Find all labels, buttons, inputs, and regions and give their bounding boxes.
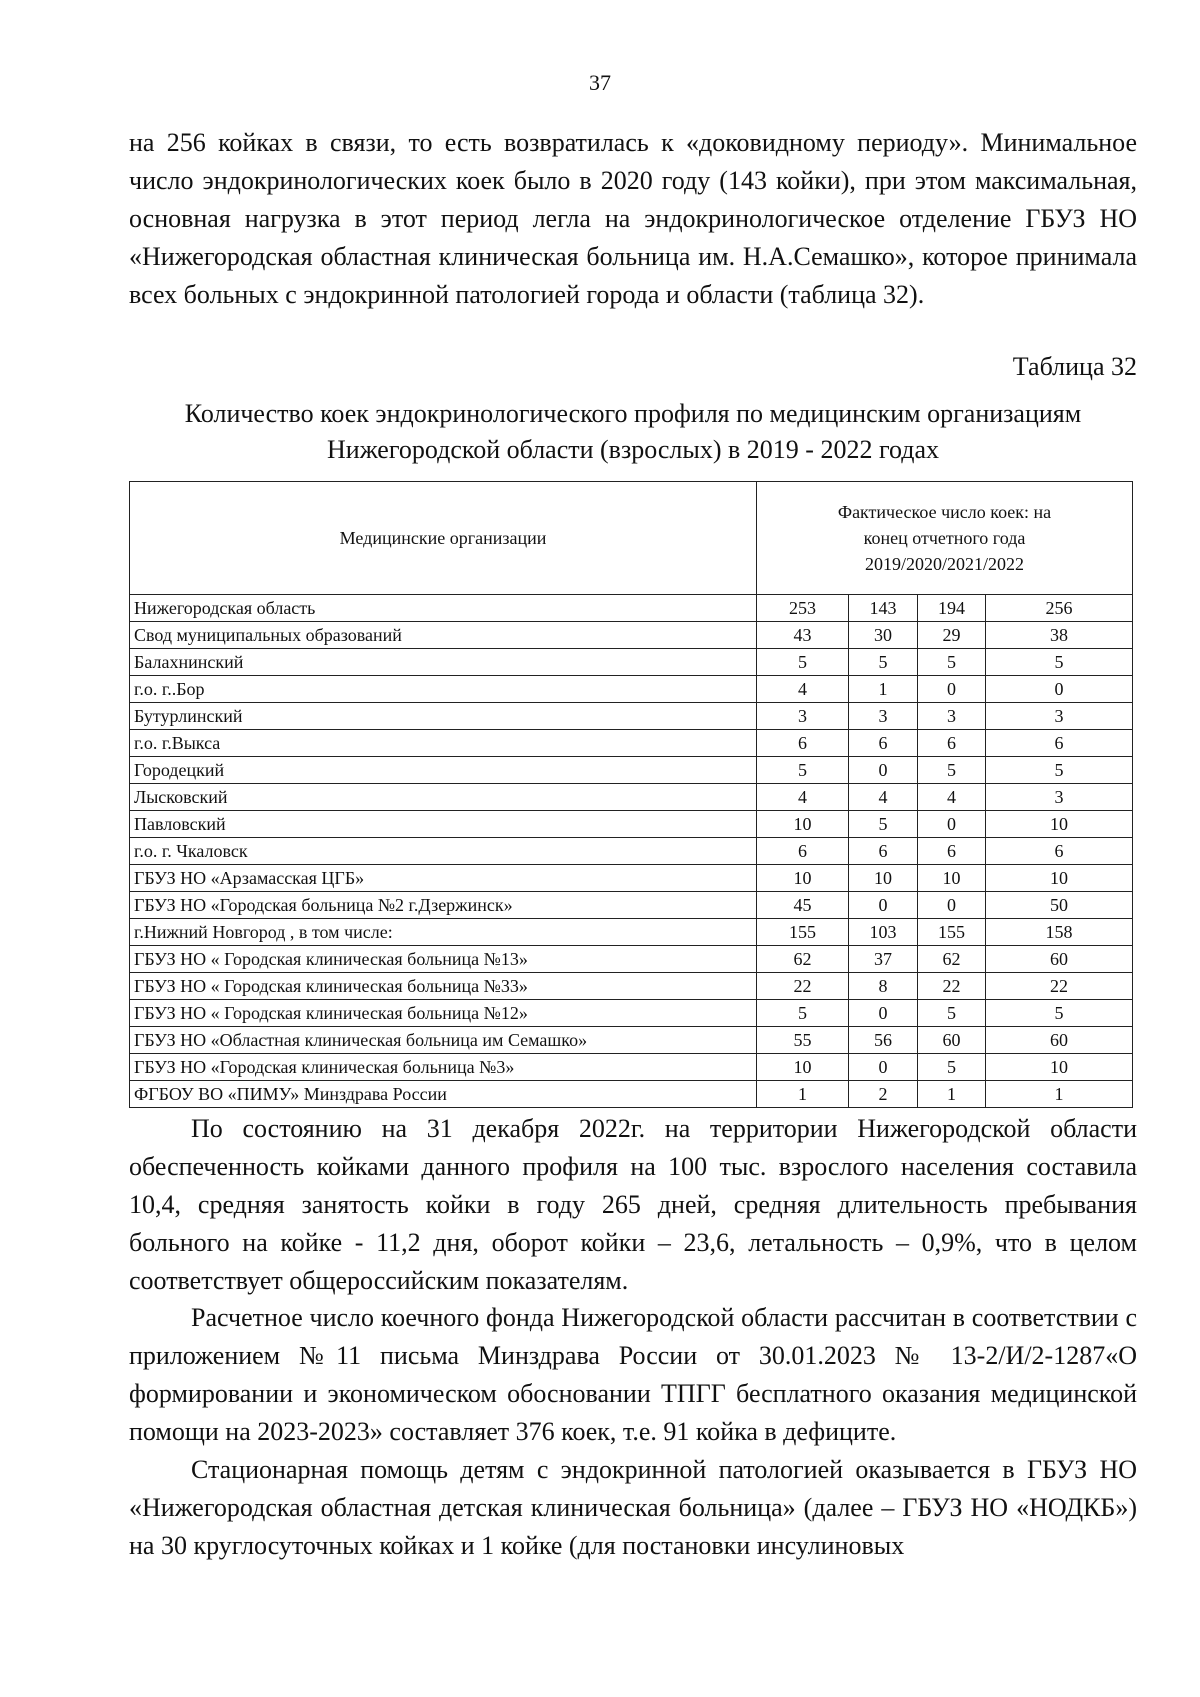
beds-value-cell: 60 [986, 1027, 1133, 1054]
beds-value-cell: 6 [918, 838, 986, 865]
beds-value-cell: 10 [918, 865, 986, 892]
beds-value-cell: 155 [757, 919, 849, 946]
org-name-cell: Нижегородская область [130, 595, 757, 622]
beds-value-cell: 0 [849, 757, 918, 784]
table-row [130, 919, 1133, 946]
org-name-cell: Павловский [130, 811, 757, 838]
org-name-cell: Балахнинский [130, 649, 757, 676]
beds-value-cell: 5 [757, 757, 849, 784]
org-name-cell: ГБУЗ НО «Областная клиническая больница им Семашко» [130, 1027, 757, 1054]
table-row [130, 1000, 1133, 1027]
beds-value-cell: 4 [757, 676, 849, 703]
beds-value-cell: 6 [986, 838, 1133, 865]
table-row [130, 838, 1133, 865]
table-row [130, 1081, 1133, 1108]
beds-table [129, 481, 1133, 1108]
org-name-cell: Городецкий [130, 757, 757, 784]
beds-value-cell: 3 [986, 784, 1133, 811]
beds-value-cell: 4 [849, 784, 918, 811]
beds-value-cell: 10 [757, 1054, 849, 1081]
beds-value-cell: 2 [849, 1081, 918, 1108]
beds-value-cell: 6 [918, 730, 986, 757]
beds-value-cell: 6 [986, 730, 1133, 757]
beds-value-cell: 43 [757, 622, 849, 649]
beds-value-cell: 62 [757, 946, 849, 973]
beds-value-cell: 155 [918, 919, 986, 946]
table-row [130, 595, 1133, 622]
paragraph-3: Расчетное число коечного фонда Нижегородской области рассчитан в соответствии с приложением №11 письма Минздрава России от 30.01.2023 № 13-2/И/2-1287«О формировании и экономическом обосновании ТПГГ бесплатного оказания медицинской помощи на 2023-2023» составляет 376 коек, т.е. 91 койка в дефиците. [129, 1303, 1137, 1446]
table-row [130, 703, 1133, 730]
table-title [129, 396, 1137, 468]
beds-value-cell: 3 [757, 703, 849, 730]
beds-value-cell: 5 [849, 649, 918, 676]
beds-value-cell: 0 [918, 892, 986, 919]
beds-value-cell: 1 [757, 1081, 849, 1108]
beds-value-cell: 0 [986, 676, 1133, 703]
beds-value-cell: 5 [757, 649, 849, 676]
table-row [130, 622, 1133, 649]
beds-value-cell: 5 [757, 1000, 849, 1027]
beds-value-cell: 6 [849, 838, 918, 865]
beds-value-cell: 3 [986, 703, 1133, 730]
header-beds-line-3: 2019/2020/2021/2022 [864, 554, 1024, 574]
beds-value-cell: 10 [986, 811, 1133, 838]
beds-value-cell: 1 [849, 676, 918, 703]
beds-value-cell: 5 [918, 1000, 986, 1027]
table-row [130, 811, 1133, 838]
org-name-cell: г.о. г..Бор [130, 676, 757, 703]
beds-value-cell: 0 [918, 676, 986, 703]
beds-value-cell: 10 [849, 865, 918, 892]
table-row [130, 1027, 1133, 1054]
table-label: Таблица 32 [1012, 352, 1137, 381]
paragraph-1: на 256 койках в связи, то есть возвратилась к «доковидному периоду». Минимальное число эндокринологических коек было в 2020 году (143 койки), при этом максимальная, основная нагрузка в этот период легла на эндокринологическое отделение ГБУЗ НО «Нижегородская областная клиническая больница им. Н.А.Семашко», которое принимала всех больных с эндокринной патологией города и области (таблица 32). [129, 128, 1137, 309]
beds-value-cell: 3 [849, 703, 918, 730]
beds-value-cell: 253 [757, 595, 849, 622]
org-name-cell: ГБУЗ НО «Городская клиническая больница №3» [130, 1054, 757, 1081]
beds-value-cell: 30 [849, 622, 918, 649]
org-name-cell: ГБУЗ НО « Городская клиническая больница №13» [130, 946, 757, 973]
beds-value-cell: 194 [918, 595, 986, 622]
table-row [130, 649, 1133, 676]
beds-value-cell: 38 [986, 622, 1133, 649]
table-row [130, 757, 1133, 784]
beds-value-cell: 5 [918, 1054, 986, 1081]
beds-value-cell: 143 [849, 595, 918, 622]
beds-value-cell: 5 [918, 757, 986, 784]
beds-value-cell: 22 [986, 973, 1133, 1000]
beds-value-cell: 6 [757, 838, 849, 865]
table-row [130, 865, 1133, 892]
beds-value-cell: 37 [849, 946, 918, 973]
beds-value-cell: 0 [849, 1054, 918, 1081]
beds-value-cell: 60 [918, 1027, 986, 1054]
org-name-cell: Свод муниципальных образований [130, 622, 757, 649]
beds-value-cell: 1 [986, 1081, 1133, 1108]
beds-value-cell: 4 [757, 784, 849, 811]
beds-value-cell: 45 [757, 892, 849, 919]
beds-value-cell: 55 [757, 1027, 849, 1054]
beds-value-cell: 56 [849, 1027, 918, 1054]
beds-value-cell: 5 [986, 1000, 1133, 1027]
table-row [130, 1054, 1133, 1081]
org-name-cell: ФГБОУ ВО «ПИМУ» Минздрава России [130, 1081, 757, 1108]
beds-value-cell: 158 [986, 919, 1133, 946]
beds-value-cell: 103 [849, 919, 918, 946]
table-row [130, 784, 1133, 811]
table-row [130, 676, 1133, 703]
beds-value-cell: 29 [918, 622, 986, 649]
paragraph-4: Стационарная помощь детям с эндокринной патологией оказывается в ГБУЗ НО «Нижегородская областная детская клиническая больница» (далее – ГБУЗ НО «НОДКБ») на 30 круглосуточных койках и 1 койке (для постановки инсулиновых [129, 1455, 1137, 1560]
table-title-line-2: Нижегородской области (взрослых) в 2019 - 2022 годах [327, 435, 939, 464]
table-row [130, 946, 1133, 973]
beds-value-cell: 50 [986, 892, 1133, 919]
page-number: 37 [589, 70, 611, 95]
table-title-line-1: Количество коек эндокринологического профиля по медицинским организациям [184, 399, 1082, 428]
beds-value-cell: 5 [986, 757, 1133, 784]
table-row [130, 730, 1133, 757]
beds-value-cell: 1 [918, 1081, 986, 1108]
beds-value-cell: 10 [757, 865, 849, 892]
table-body [130, 595, 1133, 1108]
org-name-cell: Лысковский [130, 784, 757, 811]
org-name-cell: ГБУЗ НО «Городская больница №2 г.Дзержинск» [130, 892, 757, 919]
header-beds-line-2: конец отчетного года [863, 528, 1026, 548]
beds-value-cell: 4 [918, 784, 986, 811]
org-name-cell: ГБУЗ НО «Арзамасская ЦГБ» [130, 865, 757, 892]
beds-value-cell: 5 [918, 649, 986, 676]
header-beds-count [757, 482, 1133, 595]
beds-value-cell: 10 [986, 1054, 1133, 1081]
beds-value-cell: 10 [757, 811, 849, 838]
table-header-row [130, 482, 1133, 595]
org-name-cell: ГБУЗ НО « Городская клиническая больница №12» [130, 1000, 757, 1027]
org-name-cell: г.о. г.Выкса [130, 730, 757, 757]
header-organizations: Медицинские организации [130, 482, 757, 595]
org-name-cell: г.Нижний Новгород , в том числе: [130, 919, 757, 946]
beds-value-cell: 22 [918, 973, 986, 1000]
beds-value-cell: 5 [849, 811, 918, 838]
beds-value-cell: 6 [757, 730, 849, 757]
paragraph-2: По состоянию на 31 декабря 2022г. на территории Нижегородской области обеспеченность койками данного профиля на 100 тыс. взрослого населения составила 10,4, средняя занятость койки в году 265 дней, средняя длительность пребывания больного на койке - 11,2 дня, оборот койки – 23,6, летальность – 0,9%, что в целом соответствует общероссийским показателям. [129, 1114, 1137, 1295]
table-row [130, 892, 1133, 919]
beds-value-cell: 8 [849, 973, 918, 1000]
beds-value-cell: 3 [918, 703, 986, 730]
header-beds-line-1: Фактическое число коек: на [837, 502, 1052, 522]
beds-value-cell: 10 [986, 865, 1133, 892]
beds-value-cell: 0 [918, 811, 986, 838]
table-row [130, 973, 1133, 1000]
beds-value-cell: 5 [986, 649, 1133, 676]
beds-value-cell: 22 [757, 973, 849, 1000]
beds-value-cell: 256 [986, 595, 1133, 622]
org-name-cell: г.о. г. Чкаловск [130, 838, 757, 865]
beds-value-cell: 0 [849, 892, 918, 919]
org-name-cell: Бутурлинский [130, 703, 757, 730]
beds-value-cell: 6 [849, 730, 918, 757]
org-name-cell: ГБУЗ НО « Городская клиническая больница №33» [130, 973, 757, 1000]
beds-value-cell: 60 [986, 946, 1133, 973]
beds-value-cell: 62 [918, 946, 986, 973]
beds-value-cell: 0 [849, 1000, 918, 1027]
